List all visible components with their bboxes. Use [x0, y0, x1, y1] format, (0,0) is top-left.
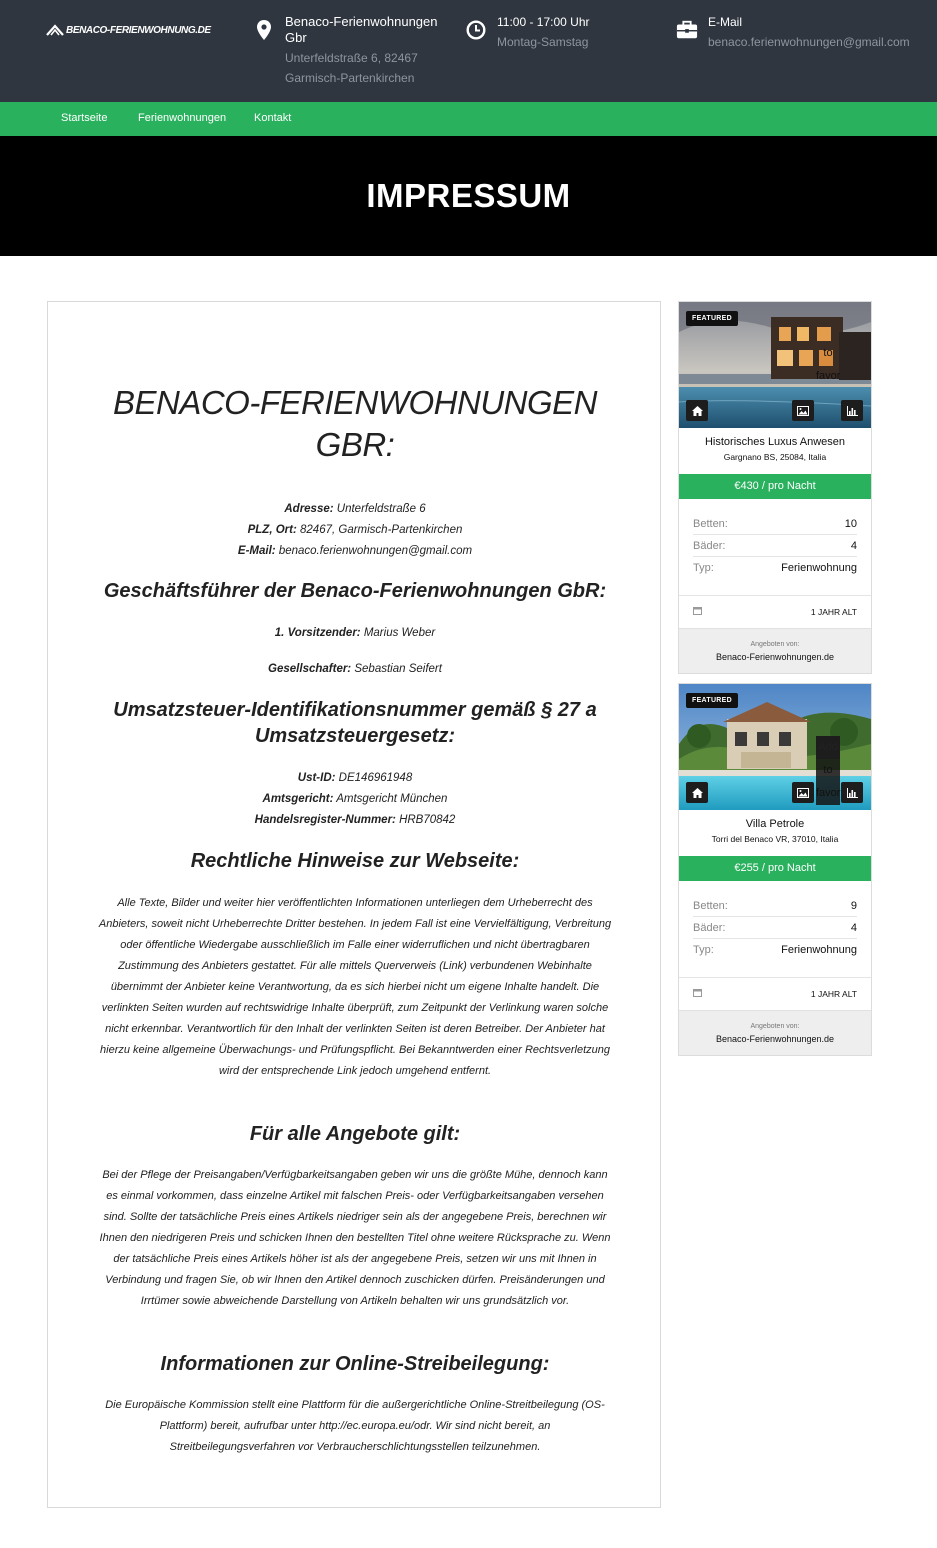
hours-title: 11:00 - 17:00 Uhr [497, 15, 590, 29]
property-image[interactable] [679, 684, 871, 810]
hours-days: Montag-Samstag [497, 35, 589, 49]
gallery-icon[interactable] [792, 782, 814, 803]
property-price: €430 / pro Nacht [679, 474, 871, 499]
nav-ferienwohnungen[interactable]: Ferienwohnungen [138, 112, 227, 124]
streit-text: Die Europäische Kommission stellt eine Plattform für die außergerichtliche Online-Streitbeilegung (OS-Plattform) bereit, aufrufbar unter http://ec.europa.eu/odr. Wir sind nicht bereit, an Streitbeilegungsverfahren vor Verbraucherschlichtungsstellen teilzunehmen. [105, 1399, 605, 1453]
gallery-icon[interactable] [792, 400, 814, 421]
card-divider [679, 595, 871, 596]
impressum-content [47, 301, 661, 1508]
calendar-icon [693, 606, 702, 617]
add-to-favorites-button[interactable]: to favor [816, 347, 841, 382]
address-line2: Garmisch-Partenkirchen [285, 71, 415, 85]
compare-chart-icon[interactable] [841, 400, 863, 421]
compare-chart-icon[interactable] [841, 782, 863, 803]
offered-by-label: Angeboten von: [750, 641, 800, 648]
handelsregister-line: Handelsregister-Nummer: HRB70842 [254, 814, 456, 826]
featured-badge: FEATURED [686, 311, 738, 326]
nav-startseite[interactable]: Startseite [61, 112, 108, 124]
offered-by-label: Angeboten von: [750, 1023, 800, 1030]
top-header [0, 0, 937, 102]
clock-icon [465, 14, 487, 52]
listing-age: 1 JAHR ALT [693, 988, 857, 999]
property-card[interactable] [678, 301, 872, 674]
property-title[interactable]: Villa Petrole [745, 818, 805, 830]
main-nav [0, 102, 937, 136]
email-title: E-Mail [708, 15, 743, 29]
property-address: Torri del Benaco VR, 37010, Italia [711, 834, 839, 844]
address-line1: Unterfeldstraße 6, 82467 [285, 51, 418, 65]
property-title[interactable]: Historisches Luxus Anwesen [704, 436, 845, 448]
logo-roof-icon [46, 24, 64, 36]
card-divider [679, 977, 871, 978]
amtsgericht-line: Amtsgericht: Amtsgericht München [262, 793, 448, 805]
briefcase-icon [676, 14, 698, 52]
vorsitz-line: 1. Vorsitzender: Marius Weber [274, 627, 436, 639]
ustid-line: Ust-ID: DE146961948 [297, 772, 413, 784]
angebote-text: Bei der Pflege der Preisangaben/Verfügbarkeitsangaben geben wir uns die größte Mühe, dennoch kann es einmal vorkommen, dass einzelne Artikel mit falschen Preis- oder Verfügbarkeitsangaben versehen sind. Sollte der tatsächliche Preis eines Artikels niedriger sein als der angegebene Preis, berechnen wir Ihnen den niedrigeren Preis und schicken Ihnen den bestellten Titel ohne weitere Rücksprache zu. Wenn der tatsächliche Preis eines Artikels höher ist als der angegebene Preis, setzen wir uns mit Ihnen in Verbindung und fragen Sie, ob wir Ihnen den Artikel dennoch zuschicken dürfen. Preisänderungen und Irrtümer sowie abweichende Darstellung von Artikeln behalten wir uns grundsätzlich vor. [99, 1169, 611, 1307]
offered-by-name[interactable]: Benaco-Ferienwohnungen.de [715, 1034, 835, 1044]
header-address [253, 14, 445, 88]
calendar-icon [693, 988, 702, 999]
map-pin-icon [253, 14, 275, 88]
featured-badge: FEATURED [686, 693, 738, 708]
contact-details [98, 499, 612, 562]
offered-by-name[interactable]: Benaco-Ferienwohnungen.de [715, 652, 835, 662]
spec-row-typ: Typ: Ferienwohnung [693, 562, 857, 574]
add-to-favorites-button[interactable]: Add to favor [816, 736, 840, 805]
spec-row-betten: Betten: 9 [693, 895, 857, 917]
property-address: Gargnano BS, 25084, Italia [723, 452, 827, 462]
spec-row-baeder: Bäder: 4 [693, 917, 857, 939]
email-line: E-Mail: benaco.ferienwohnungen@gmail.com [237, 545, 473, 557]
property-image[interactable] [679, 302, 871, 428]
site-logo[interactable] [46, 24, 211, 36]
gf-heading: Geschäftsführer der Benaco-Ferienwohnungen GbR: [103, 580, 607, 602]
card-footer [679, 1010, 871, 1055]
listing-age: 1 JAHR ALT [693, 606, 857, 617]
angebote-heading: Für alle Angebote gilt: [249, 1123, 461, 1145]
hinweise-text: Alle Texte, Bilder und weiter hier veröffentlichten Informationen unterliegen dem Urheberrecht des Anbieters, soweit nicht Urheberrechte Dritter bestehen. In jedem Fall ist eine Vervielfältigung, Verbreitung oder öffentliche Wiedergabe ausschließlich im Falle einer widerruflichen und nicht übertragbaren Zustimmung des Anbieters gestattet. Für alle mittels Querverweis (Link) verbundenen Webinhalte übernimmt der Anbieter keine Verantwortung, da es sich hierbei nicht um eigene Inhalte handelt. Die verlinkten Seiten wurden auf rechtswidrige Inhalte überprüft, zum Zeitpunkt der Verlinkung waren solche nicht erkennbar. Verantwortlich für den Inhalt der verlinkten Seiten ist deren Betreiber. Der Anbieter hat hierzu keine allgemeine Überwachungs- und Prüfungspflicht. Bei Bekanntwerden einer Rechtsverletzung wird der entsprechende Link jedoch umgehend entfernt. [98, 897, 612, 1077]
nav-kontakt[interactable]: Kontakt [254, 112, 292, 124]
streit-heading: Informationen zur Online-Streibeilegung: [160, 1353, 550, 1375]
hinweise-heading: Rechtliche Hinweise zur Webseite: [190, 850, 520, 872]
spec-row-typ: Typ: Ferienwohnung [693, 944, 857, 956]
page-title: IMPRESSUM [366, 177, 571, 214]
adresse-line: Adresse: Unterfeldstraße 6 [284, 503, 426, 515]
ust-heading: Umsatzsteuer-Identifikationsnummer gemäß § 27 a Umsatzsteuergesetz: [113, 699, 597, 747]
logo-text: BENACO-FERIENWOHNUNG.DE [66, 24, 211, 36]
gesell-line: Gesellschafter: Sebastian Seifert [268, 663, 442, 675]
home-icon[interactable] [686, 782, 708, 803]
card-footer [679, 628, 871, 673]
register-details [98, 768, 612, 831]
property-price: €255 / pro Nacht [679, 856, 871, 881]
spec-row-baeder: Bäder: 4 [693, 535, 857, 557]
page-hero [0, 136, 937, 256]
address-title: Benaco-Ferienwohnungen Gbr [285, 14, 438, 45]
header-email [676, 14, 910, 52]
home-icon[interactable] [686, 400, 708, 421]
property-card[interactable] [678, 683, 872, 1056]
company-heading: BENACO-FERIENWOHNUNGEN GBR: [112, 384, 598, 463]
header-hours [465, 14, 590, 52]
plz-line: PLZ, Ort: 82467, Garmisch-Partenkirchen [247, 524, 463, 536]
spec-row-betten: Betten: 10 [693, 513, 857, 535]
email-address[interactable]: benaco.ferienwohnungen@gmail.com [708, 35, 910, 49]
